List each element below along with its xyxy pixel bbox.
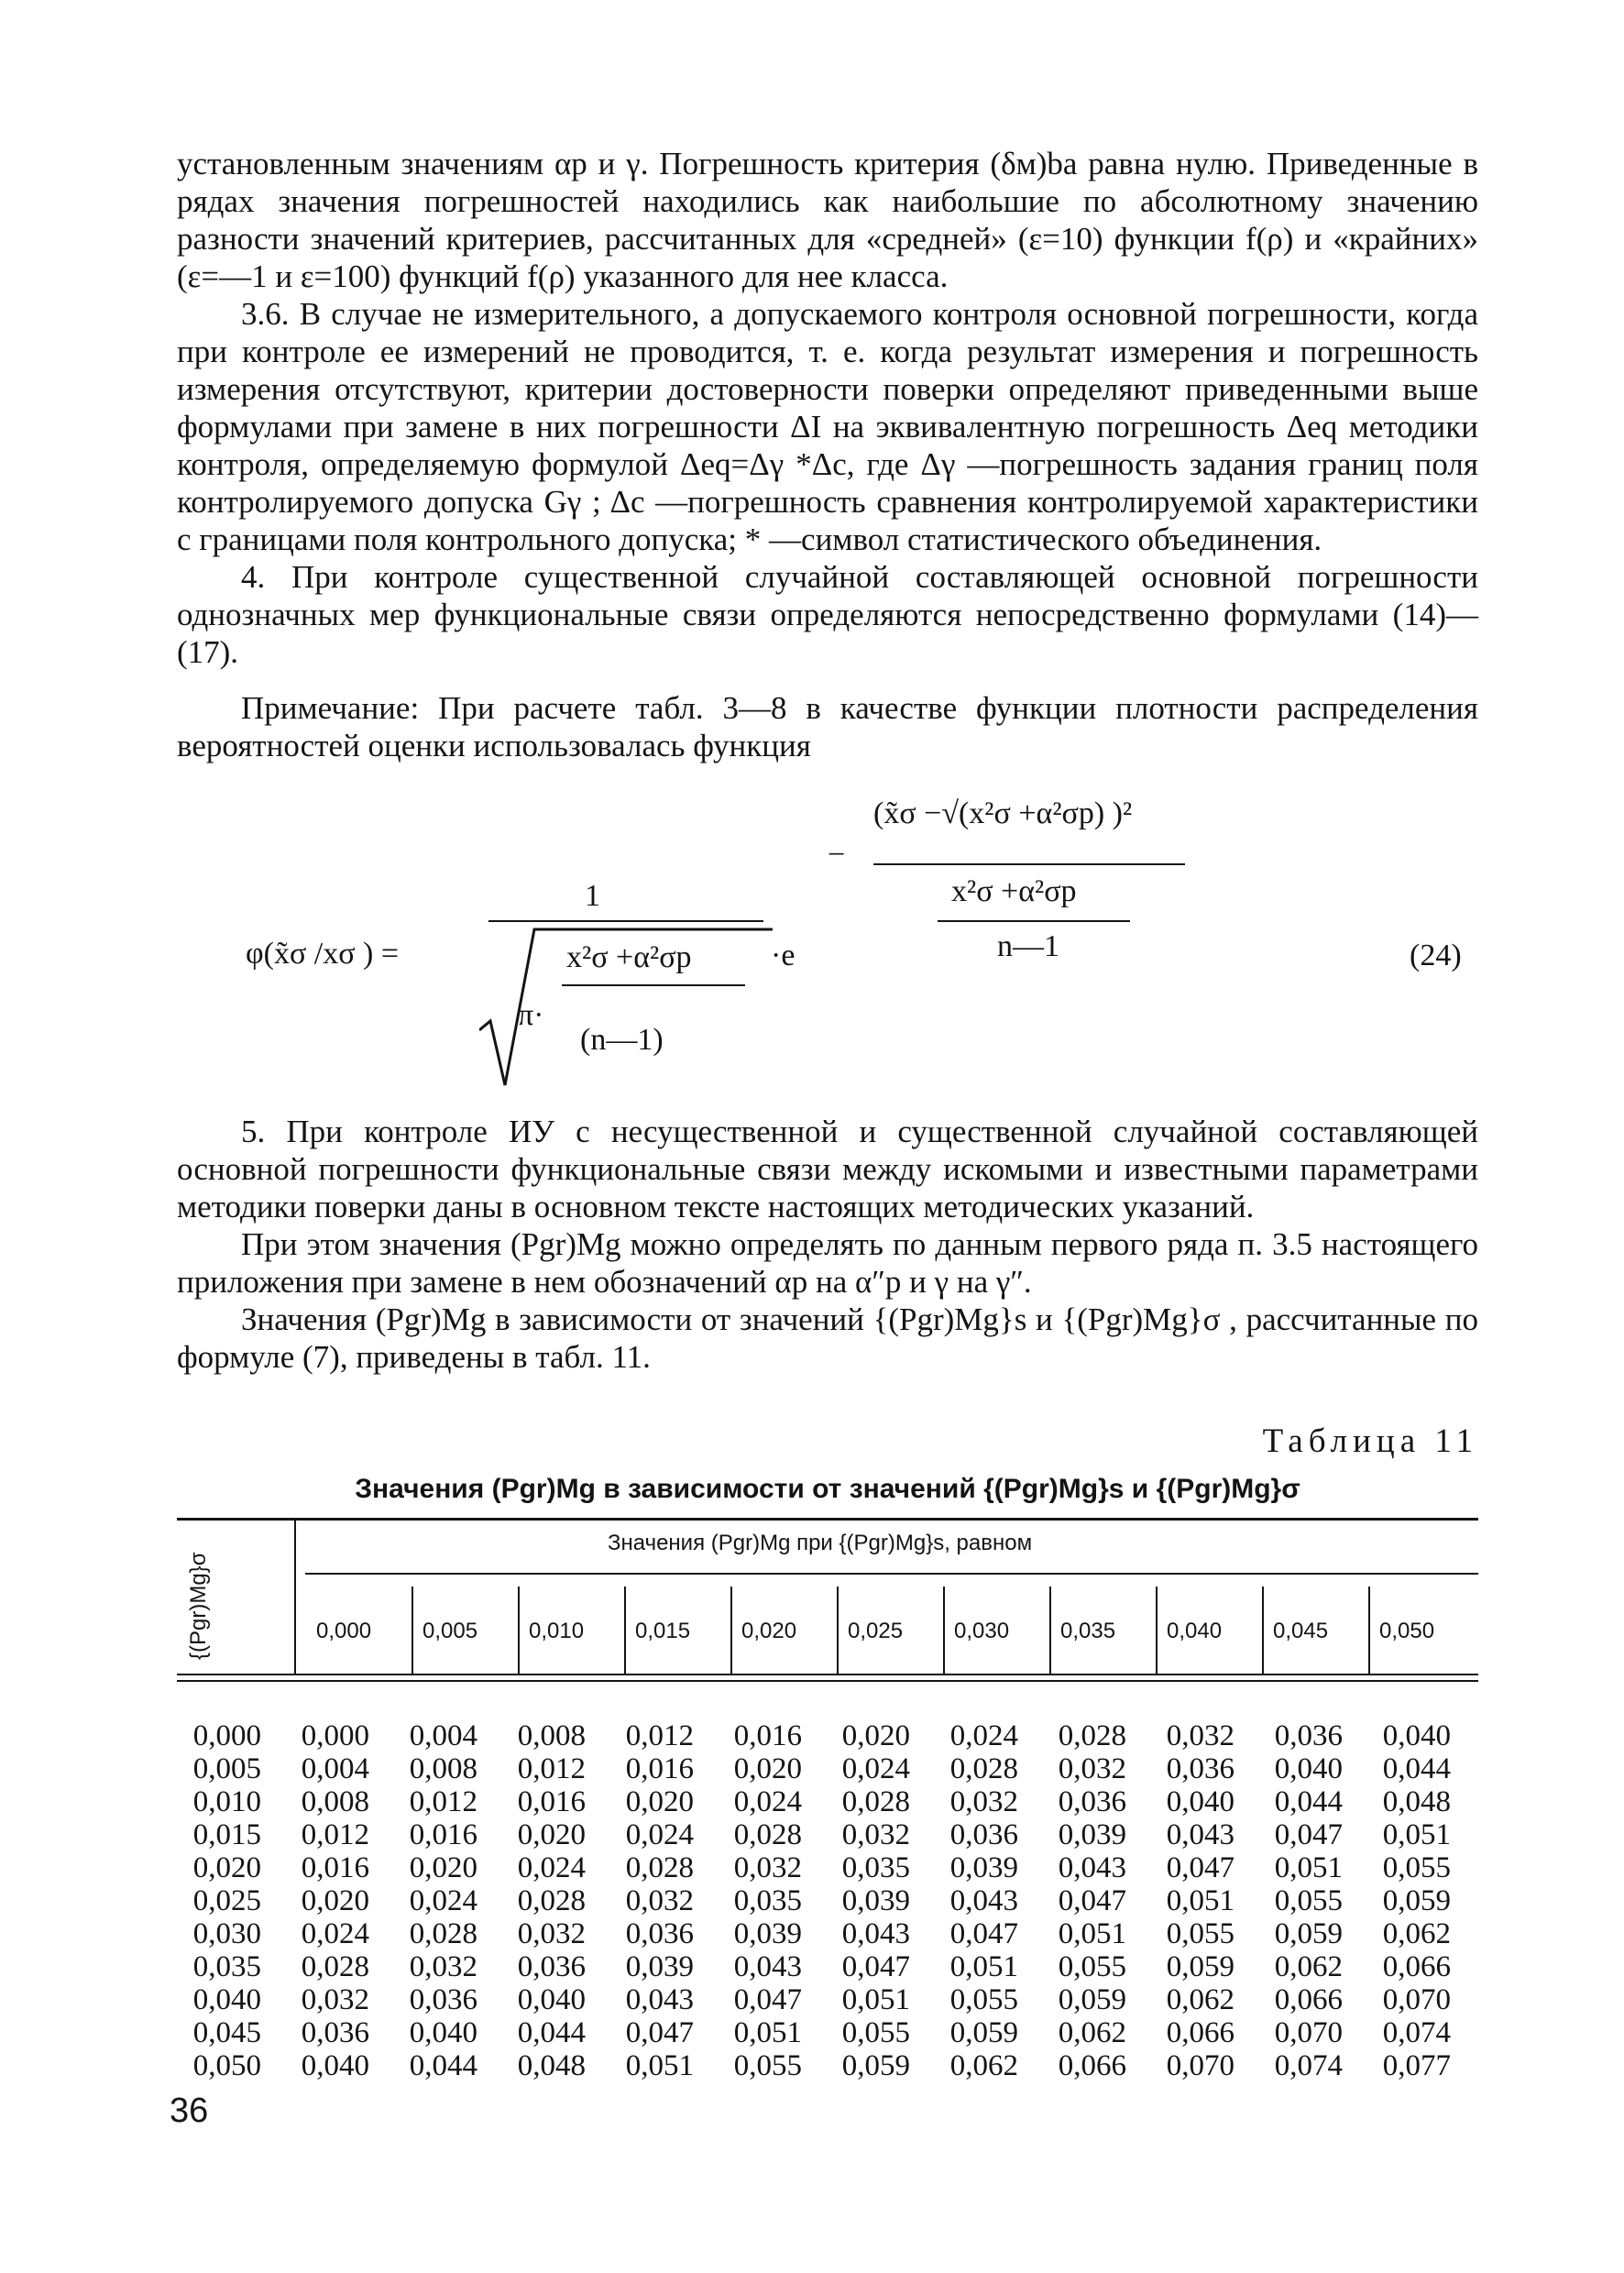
formula-24	[177, 783, 1478, 1113]
table-cell: 0,020	[733, 1752, 802, 1785]
table-cell: 0,039	[1058, 1818, 1126, 1851]
table-cell: 0,012	[301, 1818, 369, 1851]
table-cell: 0,047	[733, 1983, 802, 2016]
table-cell: 0,043	[949, 1884, 1018, 1917]
table-row	[177, 1884, 1478, 1917]
formula-numerator: 1	[585, 879, 600, 913]
formula-den-pi: π·	[518, 998, 544, 1032]
table-cell: 0,074	[1274, 2049, 1343, 2082]
table-cell: 0,059	[1166, 1950, 1234, 1983]
table-cell: 0,016	[301, 1851, 369, 1884]
table-cell: 0,051	[1382, 1818, 1451, 1851]
table-cell: 0,059	[841, 2049, 910, 2082]
table-row	[177, 2016, 1478, 2049]
table-cell: 0,047	[625, 2016, 694, 2049]
table-header	[177, 1518, 1478, 1683]
table-body	[177, 1719, 1478, 2082]
column-header: 0,010	[529, 1619, 585, 1643]
table-cell: 0,004	[301, 1752, 369, 1785]
table-row	[177, 1851, 1478, 1884]
table-cell: 0,066	[1382, 1950, 1451, 1983]
row-label-cell: 0,015	[192, 1818, 261, 1851]
table-cell: 0,055	[733, 2049, 802, 2082]
table-cell: 0,024	[733, 1785, 802, 1818]
table-cell: 0,012	[409, 1785, 477, 1818]
table-cell: 0,055	[1382, 1851, 1451, 1884]
column-header: 0,035	[1060, 1619, 1116, 1643]
table-cell: 0,039	[841, 1884, 910, 1917]
table-cell: 0,020	[409, 1851, 477, 1884]
table-cell: 0,020	[841, 1719, 910, 1752]
table-cell: 0,040	[409, 2016, 477, 2049]
table-cell: 0,040	[1382, 1719, 1451, 1752]
table-cell: 0,051	[949, 1950, 1018, 1983]
table-cell: 0,051	[733, 2016, 802, 2049]
table-cell: 0,036	[409, 1983, 477, 2016]
table-cell: 0,051	[625, 2049, 694, 2082]
paragraph-3-6: 3.6. В случае не измерительного, а допускаемого контроля основной погрешности, когда при контроле ее измерений не проводится, т. е. когда результат измерения и погрешность измерения отсутствуют, критерии достоверности поверки определяют приведенными выше формулами при замене в них погрешности ΔI на эквивалентную погрешность Δeq методики контроля, определяемую формулой Δeq=Δγ *Δc, где Δγ —погрешность задания границ поля контролируемого допуска Gγ ; Δc —погрешность сравнения контролируемой характеристики с границами поля контрольного допуска; * —символ статистического объединения.	[177, 296, 1478, 557]
table-cell: 0,039	[625, 1950, 694, 1983]
table-row	[177, 2049, 1478, 2082]
table-cell: 0,032	[1166, 1719, 1234, 1752]
table-cell: 0,044	[517, 2016, 586, 2049]
paragraph-5: 5. При контроле ИУ с несущественной и существенной случайной составляющей основной погрешности функциональные связи между искомыми и известными параметрами методики поверки даны в основном тексте настоящих методических указаний.	[177, 1114, 1478, 1224]
row-label-cell: 0,040	[192, 1983, 261, 2016]
table-cell: 0,040	[1166, 1785, 1234, 1818]
table-row	[177, 1917, 1478, 1950]
table-cell: 0,036	[517, 1950, 586, 1983]
table-cell: 0,008	[517, 1719, 586, 1752]
table-cell: 0,055	[841, 2016, 910, 2049]
table-cell: 0,047	[1058, 1884, 1126, 1917]
column-group-header: Значения (Pgr)Mg при {(Pgr)Mg}s, равном	[608, 1531, 1033, 1555]
paragraph-pgr: При этом значения (Pgr)Mg можно определять по данным первого ряда п. 3.5 настоящего приложения при замене в нем обозначений αp на α″p и γ на γ″.	[177, 1226, 1478, 1300]
table-cell: 0,016	[517, 1785, 586, 1818]
table-cell: 0,047	[1274, 1818, 1343, 1851]
formula-lhs: φ(x̃σ /xσ ) =	[246, 937, 400, 971]
table-cell: 0,032	[841, 1818, 910, 1851]
table-row	[177, 1785, 1478, 1818]
table-row	[177, 1719, 1478, 1752]
table-cell: 0,036	[1166, 1752, 1234, 1785]
table-cell: 0,040	[301, 2049, 369, 2082]
table-cell: 0,020	[517, 1818, 586, 1851]
table-cell: 0,036	[301, 2016, 369, 2049]
table-row	[177, 1818, 1478, 1851]
table-cell: 0,032	[625, 1884, 694, 1917]
formula-exp-mid: x²σ +α²σp	[951, 874, 1077, 908]
table-cell: 0,043	[1166, 1818, 1234, 1851]
table-cell: 0,051	[841, 1983, 910, 2016]
table-cell: 0,051	[1274, 1851, 1343, 1884]
table-cell: 0,024	[517, 1851, 586, 1884]
table-cell: 0,048	[517, 2049, 586, 2082]
table-cell: 0,044	[1382, 1752, 1451, 1785]
table-cell: 0,016	[733, 1719, 802, 1752]
column-header: 0,000	[316, 1619, 372, 1643]
table-caption: Таблица 11	[1262, 1422, 1478, 1460]
table-cell: 0,055	[1274, 1884, 1343, 1917]
formula-number: (24)	[1410, 939, 1462, 972]
table-cell: 0,055	[1058, 1950, 1126, 1983]
table-cell: 0,062	[1058, 2016, 1126, 2049]
table-cell: 0,074	[1382, 2016, 1451, 2049]
column-header: 0,045	[1273, 1619, 1329, 1643]
table-cell: 0,012	[625, 1719, 694, 1752]
column-header: 0,030	[954, 1619, 1010, 1643]
table-cell: 0,040	[1274, 1752, 1343, 1785]
table-cell: 0,062	[1166, 1983, 1234, 2016]
table-cell: 0,077	[1382, 2049, 1451, 2082]
table-cell: 0,035	[841, 1851, 910, 1884]
table-cell: 0,043	[625, 1983, 694, 2016]
table-cell: 0,032	[733, 1851, 802, 1884]
table-cell: 0,059	[1058, 1983, 1126, 2016]
table-cell: 0,024	[409, 1884, 477, 1917]
table-cell: 0,066	[1274, 1983, 1343, 2016]
row-label-cell: 0,035	[192, 1950, 261, 1983]
table-cell: 0,051	[1058, 1917, 1126, 1950]
table-row	[177, 1983, 1478, 2016]
table-cell: 0,043	[841, 1917, 910, 1950]
table-cell: 0,039	[733, 1917, 802, 1950]
column-header: 0,025	[848, 1619, 904, 1643]
row-label-cell: 0,045	[192, 2016, 261, 2049]
table-cell: 0,062	[949, 2049, 1018, 2082]
table-cell: 0,062	[1274, 1950, 1343, 1983]
row-label-cell: 0,050	[192, 2049, 261, 2082]
table-cell: 0,040	[517, 1983, 586, 2016]
table-cell: 0,036	[1274, 1719, 1343, 1752]
column-header: 0,005	[422, 1619, 478, 1643]
table-cell: 0,032	[1058, 1752, 1126, 1785]
column-header: 0,040	[1167, 1619, 1223, 1643]
table-cell: 0,024	[949, 1719, 1018, 1752]
row-label-cell: 0,030	[192, 1917, 261, 1950]
paragraph-1: установленным значениям αp и γ. Погрешность критерия (δм)ba равна нулю. Приведенные в рядах значения погрешностей находились как наибольшие по абсолютному значению разности значений критериев, рассчитанных для «средней» (ε=10) функции f(ρ) и «крайних» (ε=—1 и ε=100) функций f(ρ) указанного для нее класса.	[177, 146, 1478, 294]
table-cell: 0,043	[733, 1950, 802, 1983]
table-cell: 0,036	[1058, 1785, 1126, 1818]
table-cell: 0,062	[1382, 1917, 1451, 1950]
table-cell: 0,020	[301, 1884, 369, 1917]
formula-den-top: x²σ +α²σp	[566, 940, 692, 974]
table-row	[177, 1950, 1478, 1983]
table-cell: 0,070	[1274, 2016, 1343, 2049]
table-cell: 0,047	[1166, 1851, 1234, 1884]
row-label-cell: 0,005	[192, 1752, 261, 1785]
table-cell: 0,004	[409, 1719, 477, 1752]
table-cell: 0,036	[625, 1917, 694, 1950]
table-cell: 0,008	[409, 1752, 477, 1785]
column-header: 0,015	[635, 1619, 691, 1643]
table-cell: 0,008	[301, 1785, 369, 1818]
table-cell: 0,016	[625, 1752, 694, 1785]
table-cell: 0,070	[1382, 1983, 1451, 2016]
formula-den-bottom: (n—1)	[580, 1023, 664, 1057]
formula-base: ·e	[771, 939, 796, 972]
table-cell: 0,055	[949, 1983, 1018, 2016]
page-content	[177, 145, 1478, 2082]
table-cell: 0,028	[625, 1851, 694, 1884]
table-row	[177, 1752, 1478, 1785]
table-cell: 0,028	[409, 1917, 477, 1950]
table-cell: 0,016	[409, 1818, 477, 1851]
table-cell: 0,028	[841, 1785, 910, 1818]
table-cell: 0,032	[517, 1917, 586, 1950]
table-cell: 0,055	[1166, 1917, 1234, 1950]
row-label-cell: 0,020	[192, 1851, 261, 1884]
formula-exp-top: (x̃σ −√(x²σ +α²σp) )²	[873, 796, 1133, 830]
column-header: 0,050	[1379, 1619, 1435, 1643]
table-cell: 0,044	[1274, 1785, 1343, 1818]
note-paragraph: Примечание: При расчете табл. 3—8 в качестве функции плотности распределения вероятностей оценки использовалась функция	[177, 690, 1478, 763]
page-number: 36	[170, 2092, 209, 2130]
table-cell: 0,024	[301, 1917, 369, 1950]
row-label-cell: 0,010	[192, 1785, 261, 1818]
table-cell: 0,047	[841, 1950, 910, 1983]
table-cell: 0,024	[841, 1752, 910, 1785]
table-cell: 0,036	[949, 1818, 1018, 1851]
table-cell: 0,035	[733, 1884, 802, 1917]
table-cell: 0,047	[949, 1917, 1018, 1950]
table-cell: 0,048	[1382, 1785, 1451, 1818]
table-cell: 0,070	[1166, 2049, 1234, 2082]
column-header: 0,020	[741, 1619, 797, 1643]
row-label-cell: 0,000	[192, 1719, 261, 1752]
table-cell: 0,059	[1382, 1884, 1451, 1917]
formula-exp-minus: −	[828, 838, 846, 872]
table-cell: 0,032	[409, 1950, 477, 1983]
table-title: Значения (Pgr)Mg в зависимости от значений {(Pgr)Mg}s и {(Pgr)Mg}σ	[355, 1474, 1300, 1504]
table-cell: 0,066	[1058, 2049, 1126, 2082]
table-cell: 0,028	[1058, 1719, 1126, 1752]
table-cell: 0,024	[625, 1818, 694, 1851]
table-cell: 0,032	[301, 1983, 369, 2016]
table-cell: 0,043	[1058, 1851, 1126, 1884]
table-cell: 0,039	[949, 1851, 1018, 1884]
table-cell: 0,028	[733, 1818, 802, 1851]
row-header-label: {(Pgr)Mg}σ	[186, 1552, 211, 1660]
paragraph-values: Значения (Pgr)Mg в зависимости от значений {(Pgr)Mg}s и {(Pgr)Mg}σ , рассчитанные по формуле (7), приведены в табл. 11.	[177, 1301, 1478, 1375]
table-cell: 0,028	[517, 1884, 586, 1917]
table-cell: 0,044	[409, 2049, 477, 2082]
table-cell: 0,066	[1166, 2016, 1234, 2049]
table-cell: 0,051	[1166, 1884, 1234, 1917]
formula-exp-bottom: n—1	[997, 929, 1059, 963]
table-cell: 0,000	[301, 1719, 369, 1752]
table-cell: 0,032	[949, 1785, 1018, 1818]
table-cell: 0,012	[517, 1752, 586, 1785]
table-cell: 0,028	[301, 1950, 369, 1983]
paragraph-4: 4. При контроле существенной случайной составляющей основной погрешности однозначных мер функциональные связи определяются непосредственно формулами (14)—(17).	[177, 559, 1478, 670]
table-cell: 0,028	[949, 1752, 1018, 1785]
table-cell: 0,059	[1274, 1917, 1343, 1950]
table-cell: 0,020	[625, 1785, 694, 1818]
table-cell: 0,059	[949, 2016, 1018, 2049]
row-label-cell: 0,025	[192, 1884, 261, 1917]
